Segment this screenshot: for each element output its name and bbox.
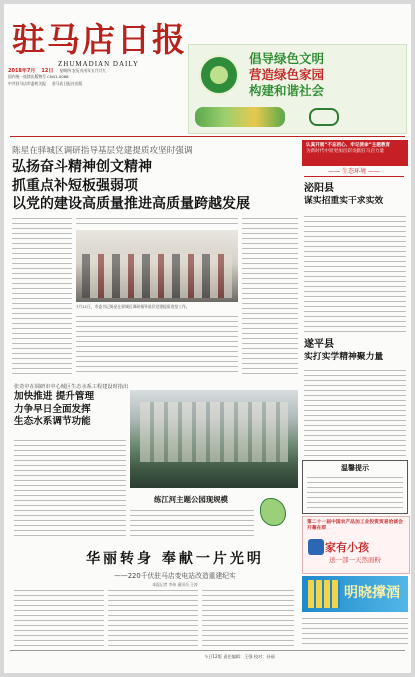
feature-subhead: ——220千伏驻马店变电站改造重建纪实 [114, 572, 236, 580]
theme-banner-subtitle: 为新时代中原更加出彩贡献驻马店力量 [306, 149, 385, 154]
issue-info-line: 中共驻马店市委机关报 [8, 80, 46, 86]
second-story-title-line: 加快推进 提升管理 [14, 391, 95, 402]
lead-headline-line: 抓重点补短板强弱项 [12, 177, 138, 194]
ad-headline: 第二十一届中国农产品加工业投资贸易洽谈会开幕在即 [307, 520, 403, 531]
sidebar-story-title-line: 谋实招重实干求实效 [304, 196, 384, 206]
ad-fine-print [302, 616, 408, 646]
lead-body-column [242, 216, 298, 376]
lead-body-column [76, 216, 238, 228]
issue-date-day: 12日 [41, 68, 54, 74]
lead-body-column [76, 314, 238, 376]
bicycle-icon [309, 108, 339, 126]
feature-headline: 华丽转身 奉献一片光明 [86, 551, 264, 567]
lead-headline-line: 以党的建设高质量推进高质量跨越发展 [12, 196, 250, 212]
issue-info-line: 驻马店日报社出版 [51, 80, 83, 86]
flower-decoration [195, 107, 285, 127]
second-story-body [14, 438, 126, 540]
section-label: —— 生态环境 —— [304, 168, 404, 177]
banner-slogan-line: 构建和谐社会 [249, 83, 325, 98]
feature-body-column [14, 588, 104, 646]
feature-body-column [108, 588, 198, 646]
theme-education-banner [302, 140, 408, 166]
tips-header: 温馨提示 [341, 464, 369, 472]
second-story-kicker: 张奇中在调研市中心城区生态水系工程建设时指出 [14, 384, 129, 390]
masthead-title: 驻马店日报 [12, 20, 187, 59]
lead-kicker: 陈星在驿城区调研指导基层党建提质攻坚时强调 [12, 146, 193, 156]
issue-info-line: 星期四 农历戊戌年五月廿九 [59, 68, 107, 73]
sidebar-story-title[interactable] [304, 338, 383, 364]
brand-logo-icon [308, 539, 324, 555]
park-photo-buildings [140, 402, 288, 462]
lead-photo-caption: 7月11日，市委书记陈星在驿城区调研指导基层党建提质攻坚工作。 [76, 304, 190, 309]
park-aerial-photo[interactable] [130, 390, 298, 488]
second-story-title-line: 力争早日全面发挥 [14, 403, 91, 415]
green-civilization-banner [188, 44, 407, 134]
emblem-icon [199, 55, 239, 95]
ad-sub-text: 送一部一天然面粉 [329, 556, 381, 564]
footer-divider [10, 650, 405, 651]
tips-body [307, 475, 403, 509]
sidebar-body-column [304, 368, 406, 456]
sidebar-story-title-line: 实打实学精神聚力量 [304, 352, 384, 362]
masthead-subtitle: ZHUMADIAN DAILY [58, 60, 139, 68]
sidebar-body-column [304, 214, 406, 332]
issue-info-line: 国内统一连续出版物号 CN41-0068 [8, 74, 69, 80]
park-photo-caption: 练江河主题公园现规模 [154, 495, 228, 504]
theme-banner-title: 认真开展“不忘初心、牢记使命”主题教育 [306, 143, 391, 148]
newspaper-page [4, 4, 411, 673]
ad-main-text: 家有小孩 [325, 541, 369, 554]
flour-advertisement[interactable] [302, 516, 410, 574]
sidebar-story-title-line: 泌阳县 [304, 183, 334, 194]
page-footer: 今日12版 责任编辑：王强 校对：孙丽 [204, 654, 275, 659]
issue-date-prefix: 2018年7月 [8, 68, 36, 74]
lead-photo-people [82, 254, 232, 298]
feature-story[interactable] [60, 548, 290, 588]
lead-photo[interactable] [76, 230, 238, 302]
banner-slogan-line: 倡导绿色文明 [249, 51, 325, 66]
feature-byline: 本报记者 李伟 通讯员 王涛 [152, 582, 198, 587]
liquor-advertisement[interactable] [302, 576, 408, 612]
banner-slogan-line: 营造绿色家园 [249, 67, 325, 82]
second-story[interactable] [14, 384, 129, 429]
photo-caption-text [130, 508, 254, 538]
masthead-divider [10, 136, 405, 137]
lead-headline[interactable] [12, 158, 292, 214]
feature-body-column [202, 588, 294, 646]
lead-headline-line: 弘扬奋斗精神创文精神 [12, 159, 152, 175]
county-map-icon [260, 498, 286, 526]
sidebar-story-title[interactable] [304, 182, 383, 208]
banner-slogan [249, 51, 324, 99]
issue-info [8, 68, 184, 87]
sidebar-story-title-line: 遂平县 [304, 339, 334, 350]
lead-body-column [12, 216, 72, 376]
second-story-title-line: 生态水系调节功能 [14, 416, 91, 427]
bottles-image [308, 580, 340, 608]
tips-box [302, 460, 408, 514]
ad2-main-text: 明晓撑酒 [344, 585, 400, 601]
